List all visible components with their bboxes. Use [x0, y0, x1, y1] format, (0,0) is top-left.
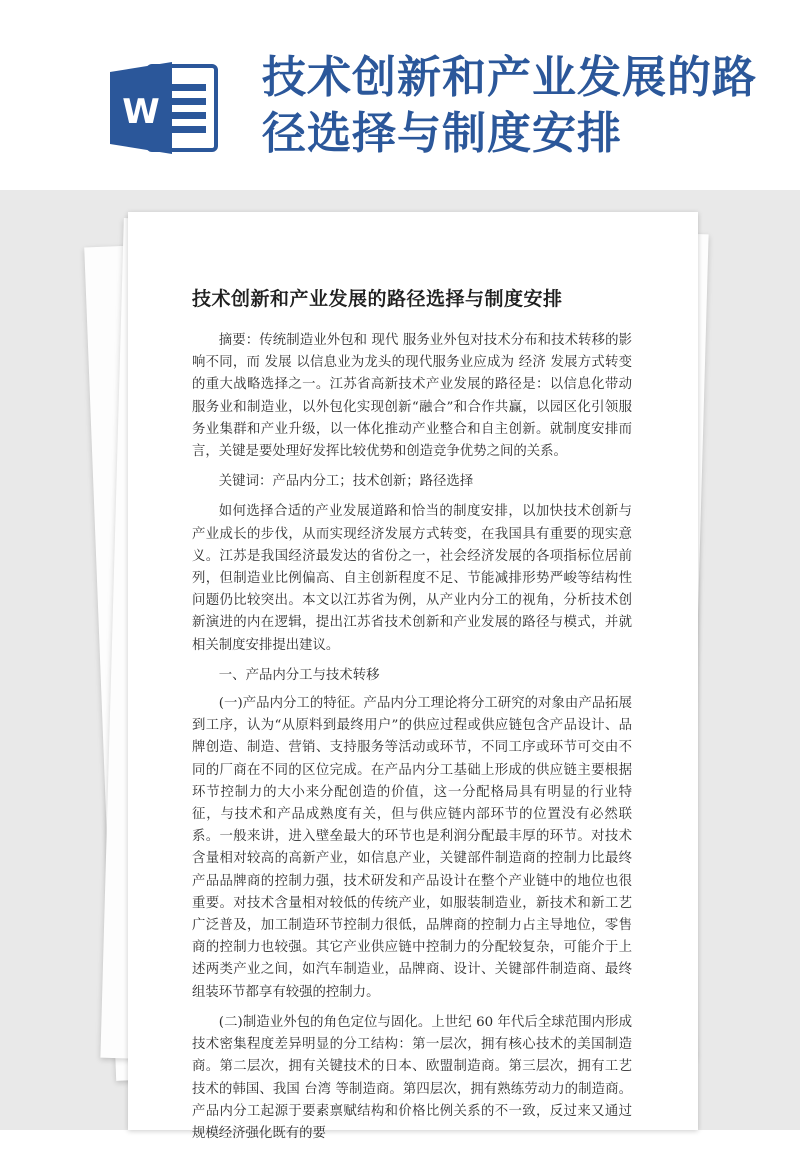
section-heading: 一、产品内分工与技术转移 [218, 667, 380, 683]
keywords-paragraph: 关键词：产品内分工；技术创新；路径选择 [218, 474, 474, 490]
document-page [128, 212, 698, 1141]
body-paragraph: (二)制造业外包的角色定位与固化。上世纪 60 年代后全球范围内形成技术密集程度差异明显的分工结构：第一层次，拥有核心技术的美国制造商。第二层次，拥有关键技术的日本、欧盟制造商。第三层次，拥有工艺技术的韩国、我国 台湾 等制造商。第四层次，拥有熟练劳动力的制造商。产品内分工起源于要素禀赋结构和价格比例关系的不一致，反过来又通过规模经济强化既有的要 [192, 1014, 632, 1141]
word-icon [110, 60, 220, 156]
document-title: 技术创新和产业发展的路径选择与制度安排 [192, 288, 563, 310]
banner-title: 技术创新和产业发展的路径选择与制度安排 [262, 52, 757, 159]
abstract-paragraph: 摘要：传统制造业外包和 现代 服务业外包对技术分布和技术转移的影响不同，而 发展 以信息业为龙头的现代服务业应成为 经济 发展方式转变的重大战略选择之一。江苏省高新技术产业发展的路径是：以信息化带动服务业和制造业，以外包化实现创新“融合”和合作共赢，以园区化引领服务业集群和产业升级，以一体化推动产业整合和自主创新。就制度安排而言，关键是要处理好发挥比较优势和创造竞争优势之间的关系。 [192, 333, 632, 460]
header-banner [0, 0, 800, 190]
intro-paragraph: 如何选择合适的产业发展道路和恰当的制度安排，以加快技术创新与产业成长的步伐，从而实现经济发展方式转变，在我国具有重要的现实意义。江苏是我国经济最发达的省份之一，社会经济发展的各项指标位居前列，但制造业比例偏高、自主创新程度不足、节能减排形势严峻等结构性问题仍比较突出。本文以江苏省为例，从产业内分工的视角，分析技术创新演进的内在逻辑，提出江苏省技术创新和产业发展的路径与模式，并就相关制度安排提出建议。 [192, 504, 632, 653]
word-logo-letter: W [122, 92, 160, 132]
body-paragraph: (一)产品内分工的特征。产品内分工理论将分工研究的对象由产品拓展到工序，认为“从原料到最终用户”的供应过程或供应链包含产品设计、品牌创造、制造、营销、支持服务等活动或环节，不同工序或环节可交由不同的厂商在不同的区位完成。在产品内分工基础上形成的供应链主要根据环节控制力的大小来分配创造的价值，这一分配格局具有明显的行业特征，与技术和产品成熟度有关，但与供应链内部环节的位置没有必然联系。一般来讲，进入壁垒最大的环节也是利润分配最丰厚的环节。对技术含量相对较高的高新产业，如信息产业，关键部件制造商的控制力比最终产品品牌商的控制力强，技术研发和产品设计在整个产业链中的地位也很重要。对技术含量相对较低的传统产业，如服装制造业，新技术和新工艺广泛普及，加工制造环节控制力很低，品牌商的控制力占主导地位，零售商的控制力也较强。其它产业供应链中控制力的分配较复杂，可能介于上述两类产业之间，如汽车制造业，品牌商、设计、关键部件制造商、最终组装环节都享有较强的控制力。 [192, 696, 632, 1000]
document-body [192, 330, 632, 1153]
